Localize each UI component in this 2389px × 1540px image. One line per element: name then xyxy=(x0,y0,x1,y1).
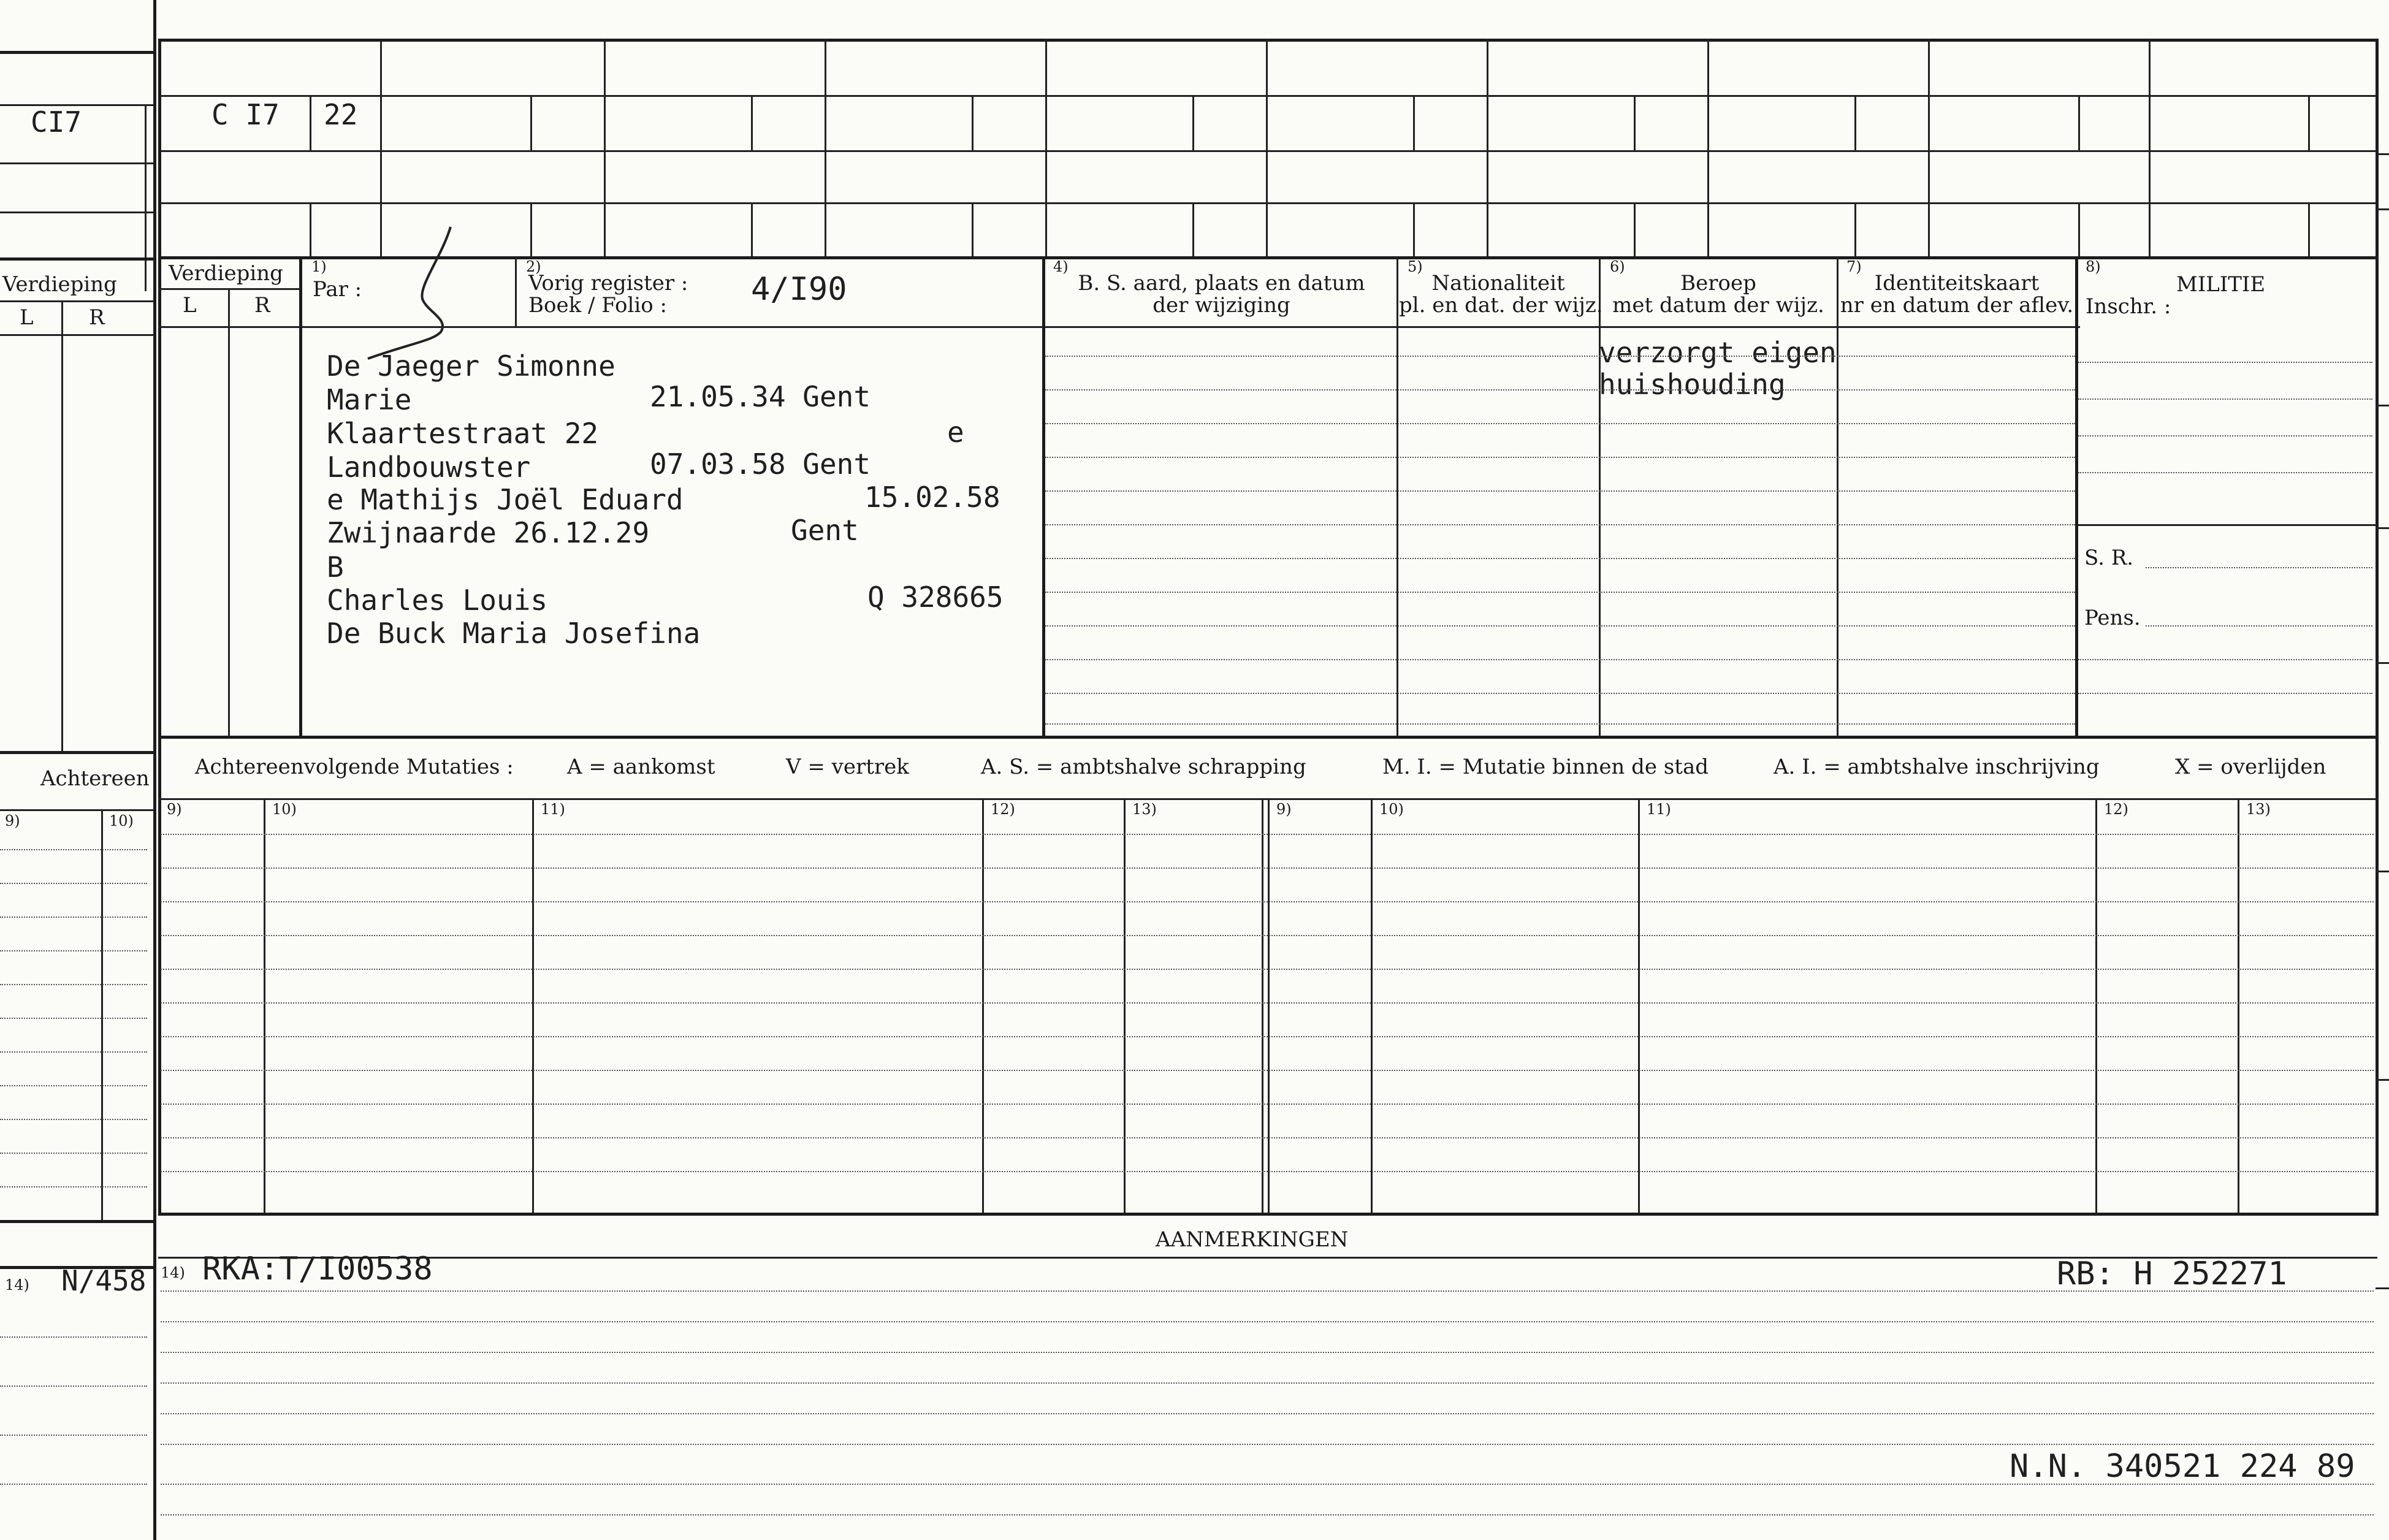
mutaties-mi: M. I. = Mutatie binnen de stad xyxy=(1382,755,1709,779)
militie-label: MILITIE xyxy=(2176,272,2266,297)
person-line-8-left: Charles Louis xyxy=(327,584,548,617)
mut-col-13b: 13) xyxy=(2246,801,2271,818)
person-line-3-right: e xyxy=(947,416,964,449)
nationaliteit-line1: Nationaliteit xyxy=(1431,271,1565,295)
col6-number: 6) xyxy=(1610,258,1625,275)
col8-number: 8) xyxy=(2086,258,2101,275)
beroep-line1: Beroep xyxy=(1680,271,1756,295)
left-col10-label: 10) xyxy=(109,812,134,829)
nationaliteit-line2: pl. en dat. der wijz. xyxy=(1399,293,1603,318)
mutaties-ai: A. I. = ambtshalve inschrijving xyxy=(1774,755,2100,779)
bs-header-line1: B. S. aard, plaats en datum xyxy=(1078,271,1365,295)
person-line-6-left: Zwijnaarde 26.12.29 xyxy=(327,516,650,549)
mut-col-10a: 10) xyxy=(272,801,297,818)
person-line-5-left: e Mathijs Joël Eduard xyxy=(327,483,684,516)
nn-reference: N.N. 340521 224 89 xyxy=(2010,1448,2355,1485)
par-scribble xyxy=(356,221,478,368)
left-col9-label: 9) xyxy=(5,812,20,829)
left-l-label: L xyxy=(20,305,34,330)
par-label: Par : xyxy=(313,277,362,302)
sr-label: S. R. xyxy=(2084,546,2134,570)
person-line-5-right: 15.02.58 xyxy=(864,481,1000,514)
col4-number: 4) xyxy=(1053,258,1069,275)
mut-col-9a: 9) xyxy=(167,801,182,818)
mutaties-a: A = aankomst xyxy=(567,755,715,779)
col7-number: 7) xyxy=(1846,258,1862,275)
col1-number: 1) xyxy=(311,258,327,275)
col5-number: 5) xyxy=(1408,258,1423,275)
person-line-4-left: Landbouwster xyxy=(327,451,531,484)
top-number: 22 xyxy=(324,98,358,131)
verdieping-label: Verdieping xyxy=(169,261,283,286)
aanmerkingen-n14: 14) xyxy=(161,1264,185,1281)
person-line-4-mid: 07.03.58 Gent xyxy=(650,448,871,481)
bs-header-line2: der wijziging xyxy=(1153,293,1290,318)
person-line-2-left: Marie xyxy=(327,383,412,416)
vorig-register-label: Vorig register : xyxy=(528,271,688,295)
pens-label: Pens. xyxy=(2084,606,2141,630)
left-r-label: R xyxy=(89,305,105,330)
identiteitskaart-line1: Identiteitskaart xyxy=(1874,271,2040,295)
person-line-6-mid: Gent xyxy=(791,514,859,547)
left-code: CI7 xyxy=(31,105,82,139)
mutaties-v: V = vertrek xyxy=(786,755,909,779)
verdieping-r-label: R xyxy=(254,293,270,318)
col2-number: 2) xyxy=(526,258,541,275)
beroep-line2: met datum der wijz. xyxy=(1612,293,1824,318)
person-line-9-left: De Buck Maria Josefina xyxy=(327,617,701,650)
register-value: 4/I90 xyxy=(751,271,847,308)
mut-col-11a: 11) xyxy=(541,801,565,818)
beroep-value-line2: huishouding xyxy=(1599,368,1786,401)
mut-col-12b: 12) xyxy=(2104,801,2128,818)
left-n-number: N/458 xyxy=(61,1264,147,1297)
mut-col-13a: 13) xyxy=(1132,801,1157,818)
aanmerkingen-title: AANMERKINGEN xyxy=(1156,1227,1349,1252)
mutaties-x: X = overlijden xyxy=(2175,755,2326,779)
inschr-label: Inschr. : xyxy=(2086,294,2171,319)
rka-reference: RKA:T/I00538 xyxy=(202,1251,433,1287)
rb-reference: RB: H 252271 xyxy=(2057,1256,2287,1292)
mut-col-12a: 12) xyxy=(991,801,1015,818)
beroep-value-line1: verzorgt eigen xyxy=(1599,336,1837,369)
left-col14-label: 14) xyxy=(5,1276,29,1294)
person-line-2-mid: 21.05.34 Gent xyxy=(650,380,871,413)
verdieping-l-label: L xyxy=(183,293,197,318)
mutaties-as: A. S. = ambtshalve schrapping xyxy=(981,755,1306,779)
person-line-1-left: De Jaeger Simonne xyxy=(327,349,615,383)
person-line-3-left: Klaartestraat 22 xyxy=(327,417,599,450)
boek-folio-label: Boek / Folio : xyxy=(528,293,667,318)
left-achtereen-label: Achtereen xyxy=(40,766,150,791)
top-c-code: C I7 xyxy=(211,98,280,131)
left-verdieping-label: Verdieping xyxy=(2,272,117,297)
mut-col-9b: 9) xyxy=(1276,801,1292,818)
person-line-7-left: B xyxy=(327,551,344,584)
mut-col-11b: 11) xyxy=(1647,801,1671,818)
identiteitskaart-line2: nr en datum der aflev. xyxy=(1840,293,2074,318)
mut-col-10b: 10) xyxy=(1379,801,1404,818)
person-line-8-right: Q 328665 xyxy=(867,581,1004,614)
mutaties-title: Achtereenvolgende Mutaties : xyxy=(195,755,514,779)
